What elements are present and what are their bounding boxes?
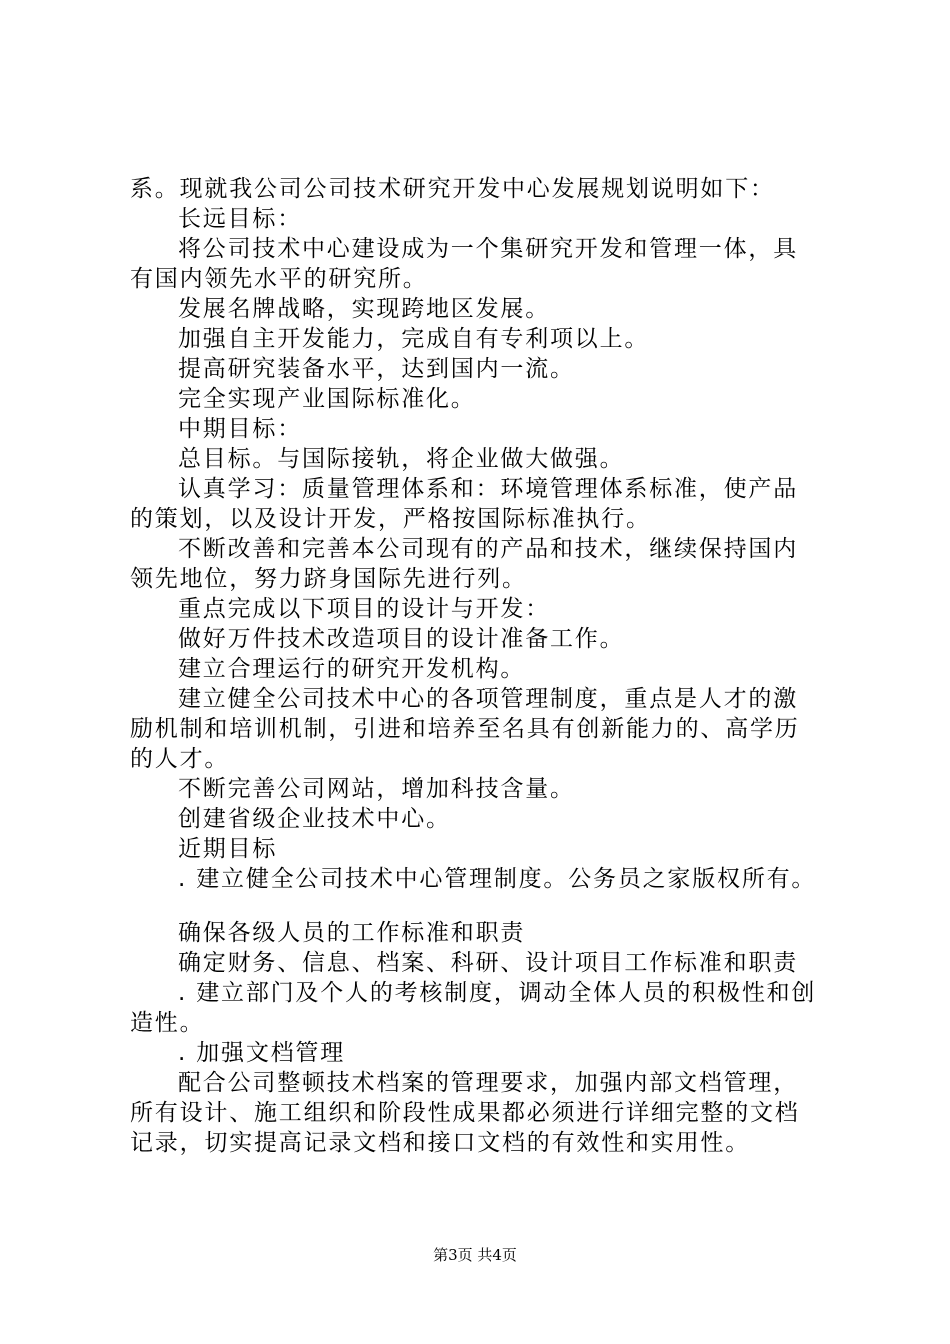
paragraph-line: 的策划，以及设计开发，严格按国际标准执行。 bbox=[130, 506, 651, 532]
paragraph-line: 不断完善公司网站，增加科技含量。 bbox=[178, 776, 575, 802]
paragraph-line: 将公司技术中心建设成为一个集研究开发和管理一体，具 bbox=[178, 236, 798, 262]
paragraph-line: 配合公司整顿技术档案的管理要求，加强内部文档管理， bbox=[178, 1070, 798, 1096]
paragraph-line: 重点完成以下项目的设计与开发： bbox=[178, 596, 550, 622]
paragraph-line: 系。现就我公司公司技术研究开发中心发展规划说明如下： bbox=[130, 176, 775, 202]
section-heading: 近期目标 bbox=[178, 836, 278, 862]
document-body bbox=[130, 174, 830, 1158]
paragraph-line: . 建立健全公司技术中心管理制度。公务员之家版权所有。 bbox=[178, 866, 817, 892]
paragraph-line: 提高研究装备水平，达到国内一流。 bbox=[178, 356, 575, 382]
paragraph-line: 励机制和培训机制，引进和培养至名具有创新能力的、高学历 bbox=[130, 716, 800, 742]
paragraph-line: 发展名牌战略，实现跨地区发展。 bbox=[178, 296, 550, 322]
paragraph-line: 记录，切实提高记录文档和接口文档的有效性和实用性。 bbox=[130, 1130, 750, 1156]
paragraph-line: 确定财务、信息、档案、科研、设计项目工作标准和职责 bbox=[178, 950, 798, 976]
paragraph-line: 所有设计、施工组织和阶段性成果都必须进行详细完整的文档 bbox=[130, 1100, 800, 1126]
paragraph-line: 领先地位，努力跻身国际先进行列。 bbox=[130, 566, 527, 592]
paragraph-line: 不断改善和完善本公司现有的产品和技术，继续保持国内 bbox=[178, 536, 798, 562]
paragraph-line: 做好万件技术改造项目的设计准备工作。 bbox=[178, 626, 625, 652]
section-heading: . 加强文档管理 bbox=[178, 1040, 346, 1066]
paragraph-line: 确保各级人员的工作标准和职责 bbox=[178, 920, 526, 946]
section-heading: 中期目标： bbox=[178, 416, 302, 442]
section-heading: 长远目标： bbox=[178, 206, 302, 232]
paragraph-line: 的人才。 bbox=[130, 746, 230, 772]
page-number-footer: 第3页 共4页 bbox=[433, 1246, 517, 1264]
paragraph-line: 加强自主开发能力，完成自有专利项以上。 bbox=[178, 326, 650, 352]
paragraph-line: 建立合理运行的研究开发机构。 bbox=[178, 656, 526, 682]
paragraph-line: 总目标。与国际接轨，将企业做大做强。 bbox=[178, 446, 625, 472]
paragraph-line: 认真学习：质量管理体系和：环境管理体系标准，使产品 bbox=[178, 476, 798, 502]
paragraph-gap bbox=[130, 894, 830, 918]
paragraph-line: . 建立部门及个人的考核制度，调动全体人员的积极性和创 bbox=[178, 980, 817, 1006]
paragraph-line: 造性。 bbox=[130, 1010, 205, 1036]
paragraph-line: 建立健全公司技术中心的各项管理制度，重点是人才的激 bbox=[178, 686, 798, 712]
paragraph-line: 创建省级企业技术中心。 bbox=[178, 806, 451, 832]
paragraph-line: 有国内领先水平的研究所。 bbox=[130, 266, 428, 292]
paragraph-line: 完全实现产业国际标准化。 bbox=[178, 386, 476, 412]
